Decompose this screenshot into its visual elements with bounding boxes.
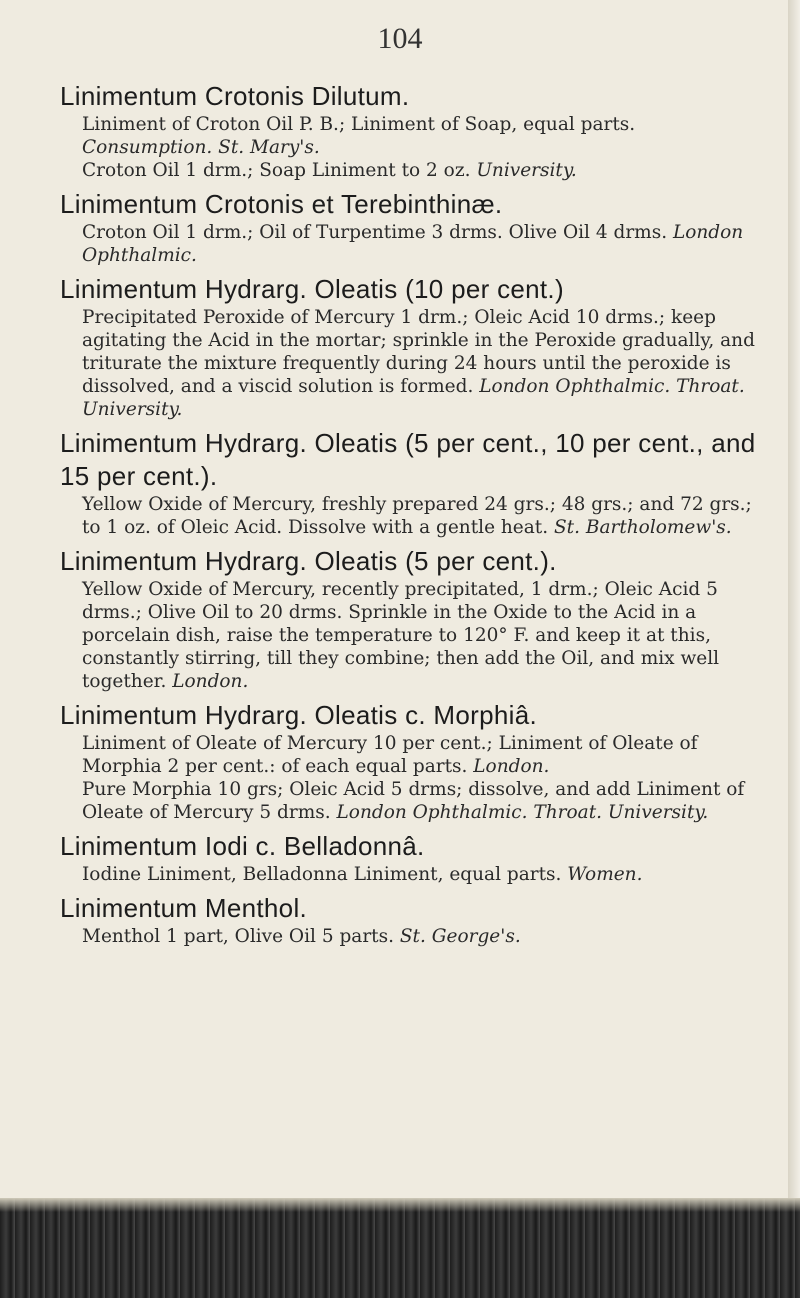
entry-line: Yellow Oxide of Mercury, recently precipitated, 1 drm.; Oleic Acid 5 drms.; Olive Oil to 20 drms. Sprinkle in the Oxide to the Acid in a porcelain dish, raise the temperature to 120° F. and keep it at this, constantly stirring, till they combine; then add the Oil, and mix well together. London. <box>82 579 720 692</box>
entry-source: London. <box>172 671 249 692</box>
entry-source: Women. <box>567 864 643 885</box>
entry-body <box>60 578 760 693</box>
entry-source: St. George's. <box>399 926 521 947</box>
entry-body <box>60 732 760 824</box>
entry <box>60 699 760 824</box>
entry <box>60 545 760 693</box>
entry <box>60 830 760 886</box>
entry-body <box>60 221 760 267</box>
entry-line: Precipitated Peroxide of Mercury 1 drm.; Oleic Acid 10 drms.; keep agitating the Acid in the mortar; sprinkle in the Peroxide gradually, and triturate the mixture frequently during 24 hours until the peroxide is dissolved, and a viscid solution is formed. London Ophthalmic. Throat. University. <box>82 307 755 420</box>
entry-title: Linimentum Hydrarg. Oleatis c. Morphiâ. <box>60 700 537 730</box>
entry-line: Croton Oil 1 drm.; Oil of Turpentime 3 drms. Olive Oil 4 drms. London Ophthalmic. <box>82 222 744 266</box>
entry-line: Menthol 1 part, Olive Oil 5 parts. St. George's. <box>82 926 521 947</box>
entry-source: London Ophthalmic. <box>82 222 744 266</box>
entry-title: Linimentum Hydrarg. Oleatis (5 per cent.). <box>60 546 557 576</box>
entry-body <box>60 493 760 539</box>
entry-line: Pure Morphia 10 grs; Oleic Acid 5 drms; dissolve, and add Liniment of Oleate of Mercury 5 drms. London Ophthalmic. Throat. University. <box>82 779 745 823</box>
entry-body <box>60 113 760 182</box>
entry-line: Liniment of Oleate of Mercury 10 per cent.; Liniment of Oleate of Morphia 2 per cent.: of each equal parts. London. <box>82 733 698 777</box>
entry <box>60 80 760 182</box>
entry-line: Iodine Liniment, Belladonna Liniment, equal parts. Women. <box>82 864 643 885</box>
entry <box>60 427 760 539</box>
entry-title: Linimentum Crotonis Dilutum. <box>60 81 410 111</box>
entry-body <box>60 863 760 886</box>
entry-source: London. <box>473 756 550 777</box>
page-edge-shadow <box>788 0 800 1298</box>
entry-source: London Ophthalmic. Throat. University. <box>336 802 709 823</box>
entry-line: Liniment of Croton Oil P. B.; Liniment of Soap, equal parts. Consumption. St. Mary's. <box>82 114 636 158</box>
entry-source: University. <box>476 160 577 181</box>
entry-title: Linimentum Hydrarg. Oleatis (10 per cent.) <box>60 274 564 304</box>
entry-title: Linimentum Hydrarg. Oleatis (5 per cent., 10 per cent., and 15 per cent.). <box>60 428 756 491</box>
entry-line: Croton Oil 1 drm.; Soap Liniment to 2 oz. University. <box>82 160 577 181</box>
entry <box>60 273 760 421</box>
entry-title: Linimentum Iodi c. Belladonnâ. <box>60 831 425 861</box>
entry-source: St. Bartholomew's. <box>554 517 732 538</box>
entry <box>60 188 760 267</box>
entry-line: Yellow Oxide of Mercury, freshly prepared 24 grs.; 48 grs.; and 72 grs.; to 1 oz. of Oleic Acid. Dissolve with a gentle heat. St. Bartholomew's. <box>82 494 752 538</box>
entry-body <box>60 306 760 421</box>
page-number: 104 <box>377 22 423 55</box>
scan-bottom-edge <box>0 1198 800 1298</box>
entry-title: Linimentum Menthol. <box>60 893 308 923</box>
entry <box>60 892 760 948</box>
entry-source: London Ophthalmic. Throat. University. <box>82 376 745 420</box>
entry-title: Linimentum Crotonis et Terebinthinæ. <box>60 189 503 219</box>
entry-source: Consumption. St. Mary's. <box>82 137 320 158</box>
entry-body <box>60 925 760 948</box>
entries-list <box>60 80 760 954</box>
